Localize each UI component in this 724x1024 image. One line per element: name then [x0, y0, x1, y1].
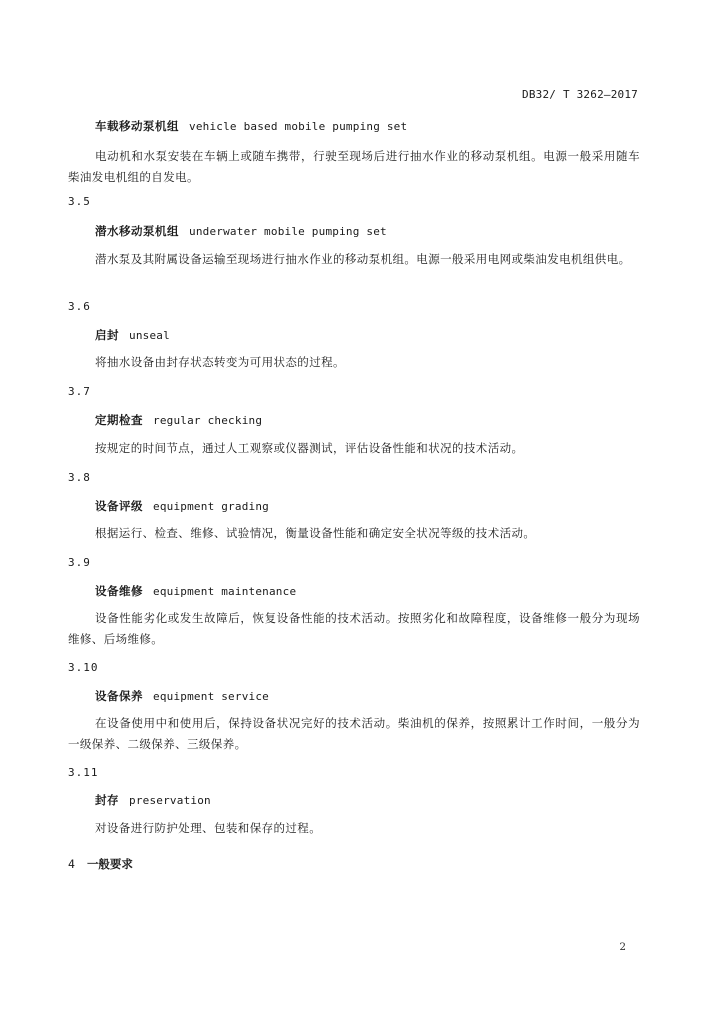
term-zh: 车载移动泵机组	[95, 119, 179, 133]
term-zh: 潜水移动泵机组	[95, 224, 179, 238]
term-heading	[95, 118, 407, 134]
term-definition: 将抽水设备由封存状态转变为可用状态的过程。	[95, 355, 345, 369]
term-heading	[95, 792, 211, 808]
clause-number: 3.10	[68, 661, 99, 674]
term-zh: 设备维修	[95, 584, 143, 598]
clause-number: 3.6	[68, 300, 91, 313]
clause-number: 3.5	[68, 195, 91, 208]
section-heading	[68, 856, 133, 872]
term-en: preservation	[129, 794, 211, 807]
section-title: 一般要求	[86, 857, 133, 871]
term-zh: 设备评级	[95, 499, 143, 513]
clause-number: 3.8	[68, 471, 91, 484]
term-heading	[95, 498, 269, 514]
term-heading	[95, 583, 296, 599]
term-en: equipment maintenance	[153, 585, 297, 598]
term-definition: 对设备进行防护处理、包装和保存的过程。	[95, 821, 322, 835]
term-definition: 潜水泵及其附属设备运输至现场进行抽水作业的移动泵机组。电源一般采用电网或柴油发电机组供电。	[95, 252, 631, 266]
term-heading	[95, 688, 269, 704]
term-en: equipment service	[153, 690, 269, 703]
clause-number: 3.11	[68, 766, 99, 779]
term-definition: 电动机和水泵安装在车辆上或随车携带，行驶至现场后进行抽水作业的移动泵机组。电源一般采用随车柴油发电机组的自发电。	[68, 149, 640, 184]
term-heading	[95, 327, 170, 343]
term-definition: 按规定的时间节点，通过人工观察或仪器测试，评估设备性能和状况的技术活动。	[95, 441, 524, 455]
term-definition: 设备性能劣化或发生故障后，恢复设备性能的技术活动。按照劣化和故障程度，设备维修一般分为现场维修、后场维修。	[68, 611, 640, 646]
term-en: regular checking	[153, 414, 263, 427]
standard-code: DB32/ T 3262—2017	[522, 88, 638, 101]
term-zh: 设备保养	[95, 689, 143, 703]
term-en: underwater mobile pumping set	[189, 225, 387, 238]
term-zh: 封存	[95, 793, 119, 807]
term-zh: 启封	[95, 328, 119, 342]
term-en: vehicle based mobile pumping set	[189, 120, 408, 133]
term-zh: 定期检查	[95, 413, 143, 427]
term-heading	[95, 223, 387, 239]
term-heading	[95, 412, 262, 428]
term-definition: 在设备使用中和使用后，保持设备状况完好的技术活动。柴油机的保养，按照累计工作时间，一般分为一级保养、二级保养、三级保养。	[68, 716, 640, 751]
term-definition: 根据运行、检查、维修、试验情况，衡量设备性能和确定安全状况等级的技术活动。	[95, 526, 536, 540]
term-en: unseal	[129, 329, 170, 342]
clause-number: 3.7	[68, 385, 91, 398]
term-en: equipment grading	[153, 500, 269, 513]
section-number: 4	[68, 857, 75, 871]
clause-number: 3.9	[68, 556, 91, 569]
page-number: 2	[619, 941, 626, 953]
